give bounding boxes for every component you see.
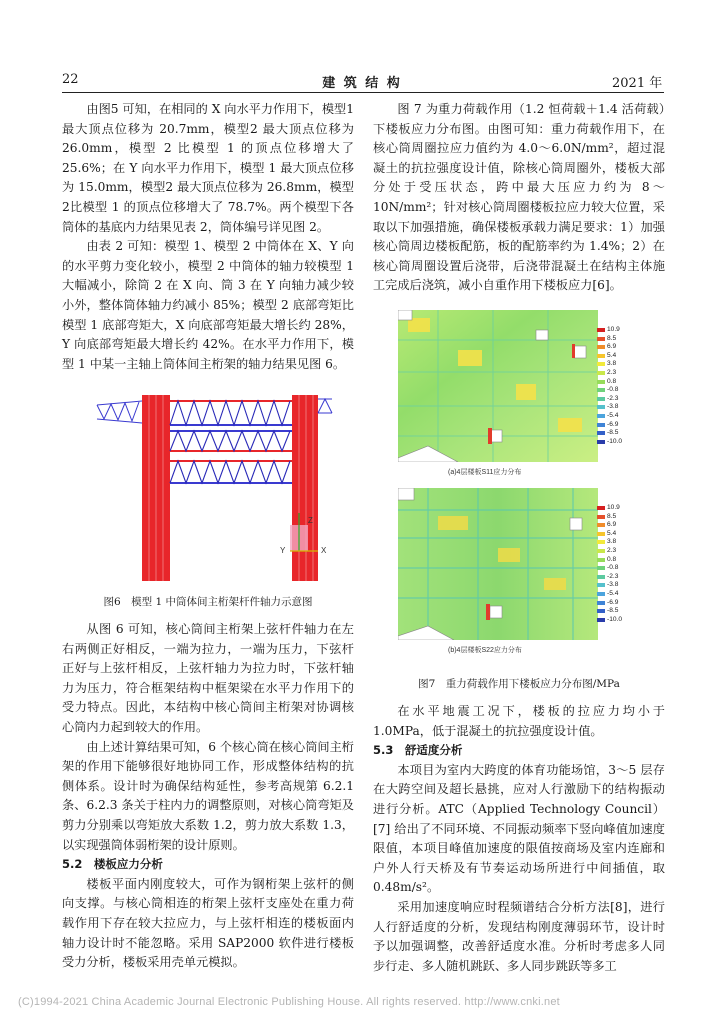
- legend-value: -2.3: [607, 572, 619, 580]
- legend-value: 2.3: [607, 547, 617, 554]
- paragraph: 在水平地震工况下，楼板的拉应力均小于 1.0MPa，低于混凝土的抗拉强度设计值。: [373, 704, 665, 738]
- axis-z-label: Z: [308, 516, 313, 525]
- legend-value: 2.3: [607, 369, 617, 376]
- legend-value: 5.4: [607, 351, 617, 359]
- paragraph: 从图 6 可知，核心筒间主桁架上弦杆件轴力在左右两侧正好相反，一端为拉力，一端为压力，下弦杆正好与上弦杆相反，上弦杆轴力为拉力时，下弦杆轴力为压力，符合框架结构中框架梁在水平力作用下的受力特点。因此，本结构中核心筒间主桁架对协调核心筒内力起到较大的作用。: [62, 622, 354, 734]
- legend-swatch: [597, 549, 605, 553]
- right-column-bottom: [373, 702, 665, 976]
- left-cantilever: [97, 401, 142, 423]
- section-5-3-title: 5.3 舒适度分析: [373, 743, 463, 758]
- section-5-2-title: 5.2 楼板应力分析: [62, 857, 163, 872]
- legend-swatch: [597, 328, 605, 332]
- right-stub: [318, 399, 332, 413]
- legend-value: 6.9: [607, 343, 617, 351]
- main-truss-middle: [170, 431, 292, 451]
- legend-swatch: [597, 354, 605, 358]
- legend-swatch: [597, 601, 605, 605]
- legend-swatch: [597, 405, 605, 409]
- legend-value: -0.8: [607, 564, 619, 572]
- journal-year: 2021 年: [612, 76, 663, 91]
- paragraph: 楼板平面内刚度较大，可作为钢桁架上弦杆的侧向支撑。与核心筒相连的桁架上弦杆支座处在重力荷载作用下存在较大拉应力，与上弦杆相连的楼板面内轴力设计时不能忽略。采用 SAP2000 软件进行楼板受力分析，楼板采用壳单元模拟。: [62, 876, 354, 970]
- legend-swatch: [597, 397, 605, 401]
- legend-swatch: [597, 380, 605, 384]
- legend-value: 6.9: [607, 521, 617, 529]
- legend-swatch: [597, 575, 605, 579]
- legend-swatch: [597, 592, 605, 596]
- legend-value: -6.9: [607, 420, 619, 428]
- paragraph: 图 7 为重力荷载作用（1.2 恒荷载＋1.4 活荷载）下楼板应力分布图。由图可知：重力荷载作用下，在核心筒周圈拉应力值约为 4.0～6.0N/mm²，超过混凝土的抗拉强度设计值，除核心筒周圈外，楼板大部分处于受压状态，跨中最大压应力约为 8～10N/mm²；针对核心筒周圈楼板拉应力较大位置，采取以下加强措施，确保楼板承载力满足要求：1）加强核心筒周边楼板配筋，板的配筋率约为 1.4%；2）在核心筒周圈设置后浇带，后浇带混凝土在结构主体施工完成后浇筑，减小自重作用下楼板应力[6]。: [373, 102, 665, 293]
- legend-value: -10.0: [607, 437, 623, 445]
- legend-value: 8.5: [607, 334, 617, 342]
- legend-swatch: [597, 523, 605, 527]
- legend-swatch: [597, 566, 605, 570]
- legend-swatch: [597, 388, 605, 392]
- legend-swatch: [597, 371, 605, 375]
- paragraph: 由表 2 可知：模型 1、模型 2 中筒体在 X、Y 向的水平剪力变化较小，模型 2 中筒体的轴力较模型 1 大幅减小，除筒 2 在 X 向、筒 3 在 Y 向轴力减少较小外，整体筒体轴力约减小 85%；模型 2 底部弯矩比模型 1 底部弯矩大，X 向底部弯矩最大增长约 28%，Y 向底部弯矩最大增长约 42%。在水平力作用下，模型 1 中某一主轴上筒体间主桁架的轴力结果见图 6。: [62, 239, 354, 371]
- legend-swatch: [597, 337, 605, 341]
- legend-value: -3.8: [607, 581, 619, 589]
- stress-plot-a: [398, 310, 598, 462]
- legend-swatch: [597, 414, 605, 418]
- legend-value: -2.3: [607, 394, 619, 402]
- legend-value: 5.4: [607, 529, 617, 537]
- legend-swatch: [597, 431, 605, 435]
- left-column-top: [62, 100, 354, 374]
- legend-value: -10.0: [607, 615, 623, 623]
- legend-swatch: [597, 618, 605, 622]
- legend-swatch: [597, 362, 605, 366]
- legend-swatch: [597, 558, 605, 562]
- stress-plot-b: [398, 488, 598, 640]
- page-number: 22: [62, 72, 79, 87]
- main-truss-lower: [170, 461, 292, 483]
- journal-title: 建 筑 结 构: [322, 76, 402, 91]
- figure-7b-subcaption: (b)4层楼板S22应力分布: [448, 647, 522, 654]
- legend-value: 3.8: [607, 538, 617, 546]
- figure-7: [398, 310, 640, 665]
- legend-value: -5.4: [607, 590, 619, 597]
- legend-value: -8.5: [607, 429, 619, 437]
- axis-y-label: Y: [280, 546, 286, 555]
- paragraph: 采用加速度响应时程频谱结合分析方法[8]，进行人行舒适度的分析，发现结构刚度薄弱环节，设计时予以加强调整，改善舒适度水准。分析时考虑多人同步行走、多人随机跳跃、多人同步跳跃等多工: [373, 899, 665, 973]
- legend-swatch: [597, 345, 605, 349]
- legend-value: -3.8: [607, 403, 619, 411]
- figure-7a-subcaption: (a)4层楼板S11应力分布: [448, 469, 522, 476]
- legend-swatch: [597, 540, 605, 544]
- figure-6-truss-diagram: [92, 395, 354, 581]
- copyright-footer: (C)1994-2021 China Academic Journal Electronic Publishing House. All rights reserved. http://www.cnki.net: [18, 996, 560, 1008]
- legend-swatch: [597, 583, 605, 587]
- legend-swatch: [597, 440, 605, 444]
- legend-swatch: [597, 532, 605, 536]
- legend-value: 0.8: [607, 377, 617, 385]
- core-tube-right: [292, 395, 318, 581]
- main-truss-upper: [170, 401, 292, 425]
- legend-value: 0.8: [607, 555, 617, 563]
- legend-value: -5.4: [607, 412, 619, 419]
- legend-value: -8.5: [607, 607, 619, 615]
- legend-value: 3.8: [607, 360, 617, 368]
- axis-x-label: X: [321, 546, 327, 555]
- paragraph: 由上述计算结果可知，6 个核心筒在核心筒间主桁架的作用下能够很好地协同工作，形成整体结构的抗侧体系。设计时为确保结构延性，参考高规第 6.2.1 条、6.2.3 条关于柱内力的调整原则，对核心筒弯矩及剪力分别乘以弯矩放大系数 1.2，剪力放大系数 1.3，以实现强筒体弱桁架的设计原则。: [62, 739, 354, 852]
- legend-swatch: [597, 515, 605, 519]
- right-column-top: [373, 100, 665, 296]
- figure-7-caption: 图7 重力荷载作用下楼板应力分布图/MPa: [418, 678, 620, 690]
- legend-swatch: [597, 506, 605, 510]
- legend-swatch: [597, 423, 605, 427]
- legend-value: -6.9: [607, 598, 619, 606]
- legend-value: -0.8: [607, 386, 619, 394]
- legend-value: 10.9: [607, 504, 620, 511]
- header-rule: [62, 92, 664, 93]
- paragraph: 由图5 可知，在相同的 X 向水平力作用下，模型1 最大顶点位移为 20.7mm，模型2 最大顶点位移为 26.0mm，模型 2 比模型 1 的顶点位移增大了 25.6%；在 Y 向水平力作用下，模型 1 最大顶点位移为 15.0mm，模型2 最大顶点位移为 26.8mm，模型2比模型 1 的顶点位移增大了 78.7%。两个模型下各筒体的基底内力结果见表 2，筒体编号详见图 2。: [62, 102, 354, 234]
- legend-swatch: [597, 609, 605, 613]
- legend-value: 10.9: [607, 326, 620, 333]
- paragraph: 本项目为室内大跨度的体育功能场馆，3～5 层存在大跨空间及超长悬挑，应对人行激励下的结构振动进行分析。ATC（Applied Technology Council）[7] 给出了不同环境、不同振动频率下竖向峰值加速度限值，本项目峰值加速度的限值按商场及室内连廊和户外人行天桥及有节奏运动场所进行中间插值，取 0.48m/s²。: [373, 762, 665, 895]
- left-column-bottom: [62, 620, 354, 973]
- legend-value: 8.5: [607, 512, 617, 520]
- figure-6-caption: 图6 模型 1 中筒体间主桁架杆件轴力示意图: [103, 596, 313, 608]
